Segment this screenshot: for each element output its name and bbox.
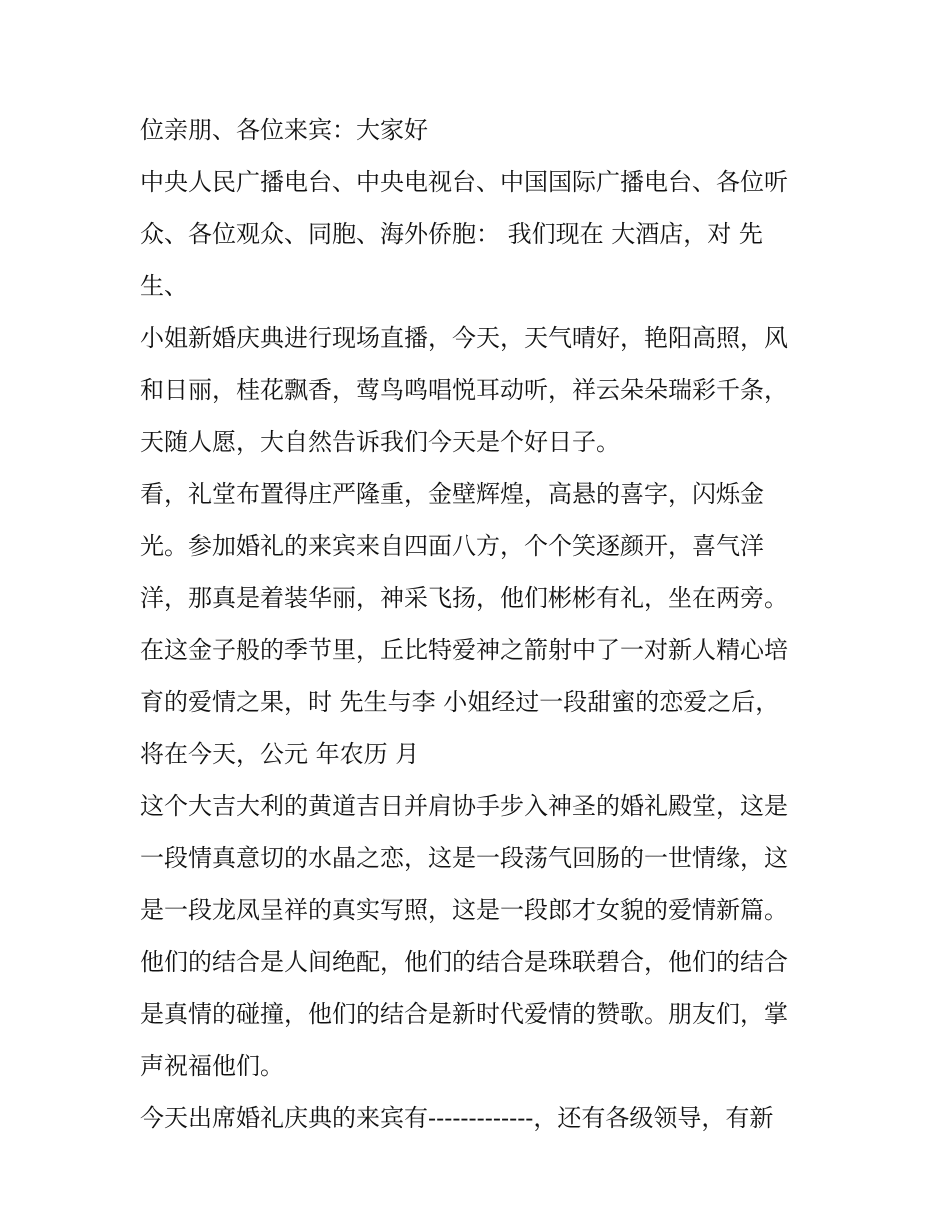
text-line: 光。参加婚礼的来宾来自四面八方，个个笑逐颜开，喜气洋 xyxy=(140,532,764,560)
text-line: 将在今天，公元 年农历 月 xyxy=(140,740,420,768)
text-line: 一段情真意切的水晶之恋，这是一段荡气回肠的一世情缘，这 xyxy=(140,844,788,872)
text-line: 天随人愿，大自然告诉我们今天是个好日子。 xyxy=(140,428,620,456)
text-line: 在这金子般的季节里，丘比特爱神之箭射中了一对新人精心培 xyxy=(140,636,788,664)
text-line: 这个大吉大利的黄道吉日并肩协手步入神圣的婚礼殿堂，这是 xyxy=(140,792,788,820)
text-line: 看，礼堂布置得庄严隆重，金壁辉煌，高悬的喜字，闪烁金 xyxy=(140,480,764,508)
text-line: 生、 xyxy=(140,272,188,300)
text-line: 众、各位观众、同胞、海外侨胞： 我们现在 大酒店，对 先 xyxy=(140,220,763,248)
text-line: 他们的结合是人间绝配，他们的结合是珠联碧合，他们的结合 xyxy=(140,948,788,976)
text-line: 是一段龙凤呈祥的真实写照，这是一段郎才女貌的爱情新篇。 xyxy=(140,896,788,924)
text-line: 位亲朋、各位来宾：大家好 xyxy=(140,116,428,144)
document-body xyxy=(140,104,830,1144)
text-line: 和日丽，桂花飘香，莺鸟鸣唱悦耳动听，祥云朵朵瑞彩千条， xyxy=(140,376,788,404)
text-line: 洋，那真是着装华丽，神采飞扬，他们彬彬有礼，坐在两旁。 xyxy=(140,584,788,612)
text-line: 育的爱情之果，时 先生与李 小姐经过一段甜蜜的恋爱之后， xyxy=(140,688,780,716)
text-line: 是真情的碰撞，他们的结合是新时代爱情的赞歌。朋友们，掌 xyxy=(140,1000,788,1028)
text-line: 今天出席婚礼庆典的来宾有-------------，还有各级领导，有新 xyxy=(140,1104,774,1132)
text-line: 小姐新婚庆典进行现场直播，今天，天气晴好，艳阳高照，风 xyxy=(140,324,788,352)
text-line: 声祝福他们。 xyxy=(140,1052,284,1080)
text-line: 中央人民广播电台、中央电视台、中国国际广播电台、各位听 xyxy=(140,168,788,196)
